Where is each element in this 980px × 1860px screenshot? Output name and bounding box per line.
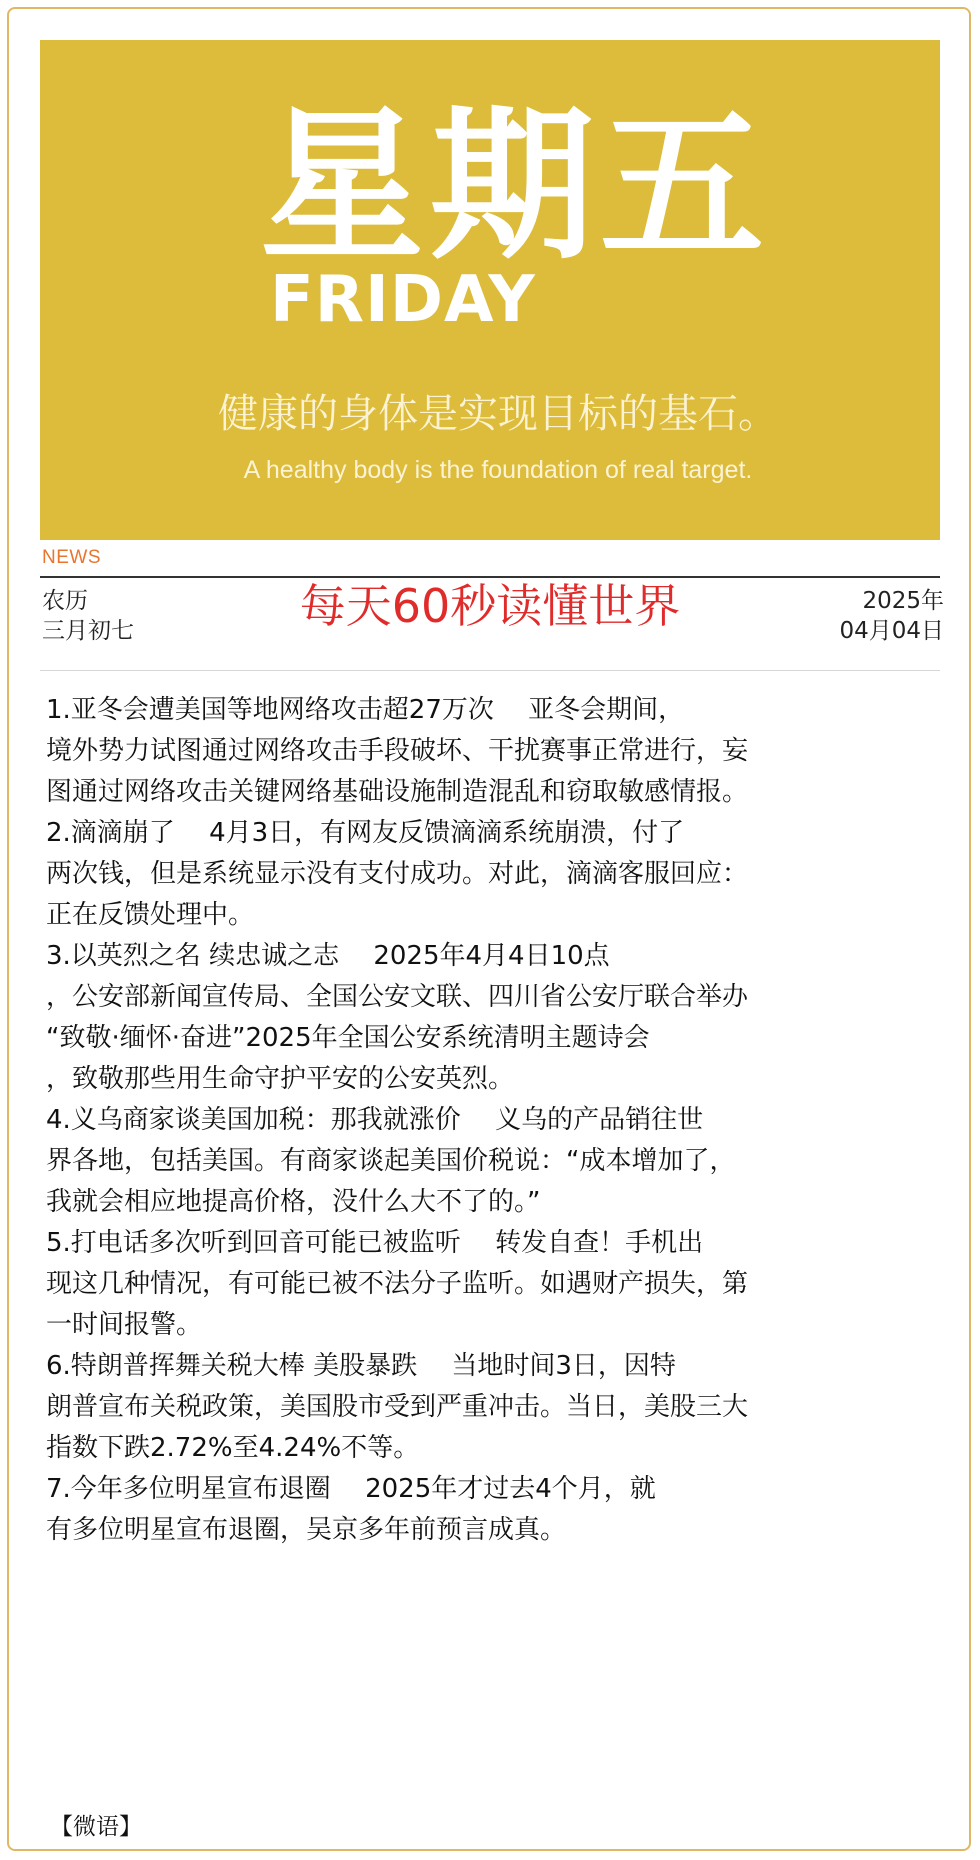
news-line: 1.亚冬会遭美国等地网络攻击超27万次 亚冬会期间， xyxy=(46,695,685,725)
news-line: 3.以英烈之名 续忠诚之志 2025年4月4日10点 xyxy=(46,941,610,971)
footer-note: 【微语】 xyxy=(50,1814,142,1840)
weekday-banner xyxy=(40,40,940,540)
news-line: ，致敬那些用生命守护平安的公安英烈。 xyxy=(46,1064,515,1094)
news-line: 现这几种情况，有可能已被不法分子监听。如遇财产损失，第 xyxy=(46,1269,749,1299)
news-list xyxy=(46,690,946,1551)
date-month-day: 04月04日 xyxy=(839,618,944,644)
news-line: 4.义乌商家谈美国加税：那我就涨价 义乌的产品销往世 xyxy=(46,1105,704,1135)
gregorian-date xyxy=(780,586,944,646)
header-divider-bottom xyxy=(40,670,940,671)
news-line: 正在反馈处理中。 xyxy=(46,900,255,930)
news-line: 有多位明星宣布退圈，吴京多年前预言成真。 xyxy=(46,1515,567,1545)
news-line: “致敬·缅怀·奋进”2025年全国公安系统清明主题诗会 xyxy=(46,1023,650,1053)
news-line: 一时间报警。 xyxy=(46,1310,203,1340)
news-line: 2.滴滴崩了 4月3日，有网友反馈滴滴系统崩溃，付了 xyxy=(46,818,685,848)
news-line: 图通过网络攻击关键网络基础设施制造混乱和窃取敏感情报。 xyxy=(46,777,749,807)
quote-en: A healthy body is the foundation of real target. xyxy=(243,456,753,484)
news-line: 指数下跌2.72%至4.24%不等。 xyxy=(46,1433,420,1463)
news-line: 我就会相应地提高价格，没什么大不了的。” xyxy=(46,1187,541,1217)
page-title: 每天60秒读懂世界 xyxy=(299,579,681,633)
news-line: 6.特朗普挥舞关税大棒 美股暴跌 当地时间3日，因特 xyxy=(46,1351,676,1381)
news-tag: NEWS xyxy=(42,547,101,568)
news-line: 7.今年多位明星宣布退圈 2025年才过去4个月，就 xyxy=(46,1474,656,1504)
weekday-cn: 星期五 xyxy=(260,91,771,282)
date-year: 2025年 xyxy=(862,588,944,614)
quote-cn: 健康的身体是实现目标的基石。 xyxy=(218,391,778,437)
lunar-calendar xyxy=(42,586,134,646)
news-line: 两次钱，但是系统显示没有支付成功。对此，滴滴客服回应： xyxy=(46,859,749,889)
news-line: 朗普宣布关税政策，美国股市受到严重冲击。当日，美股三大 xyxy=(46,1392,749,1422)
news-line: 界各地，包括美国。有商家谈起美国价税说：“成本增加了， xyxy=(46,1146,736,1176)
lunar-date: 三月初七 xyxy=(42,618,134,644)
news-line: ，公安部新闻宣传局、全国公安文联、四川省公安厅联合举办 xyxy=(46,982,749,1012)
lunar-label: 农历 xyxy=(42,588,88,614)
weekday-en: FRIDAY xyxy=(270,263,536,337)
news-line: 境外势力试图通过网络攻击手段破坏、干扰赛事正常进行，妄 xyxy=(46,736,749,766)
news-line: 5.打电话多次听到回音可能已被监听 转发自查！手机出 xyxy=(46,1228,704,1258)
